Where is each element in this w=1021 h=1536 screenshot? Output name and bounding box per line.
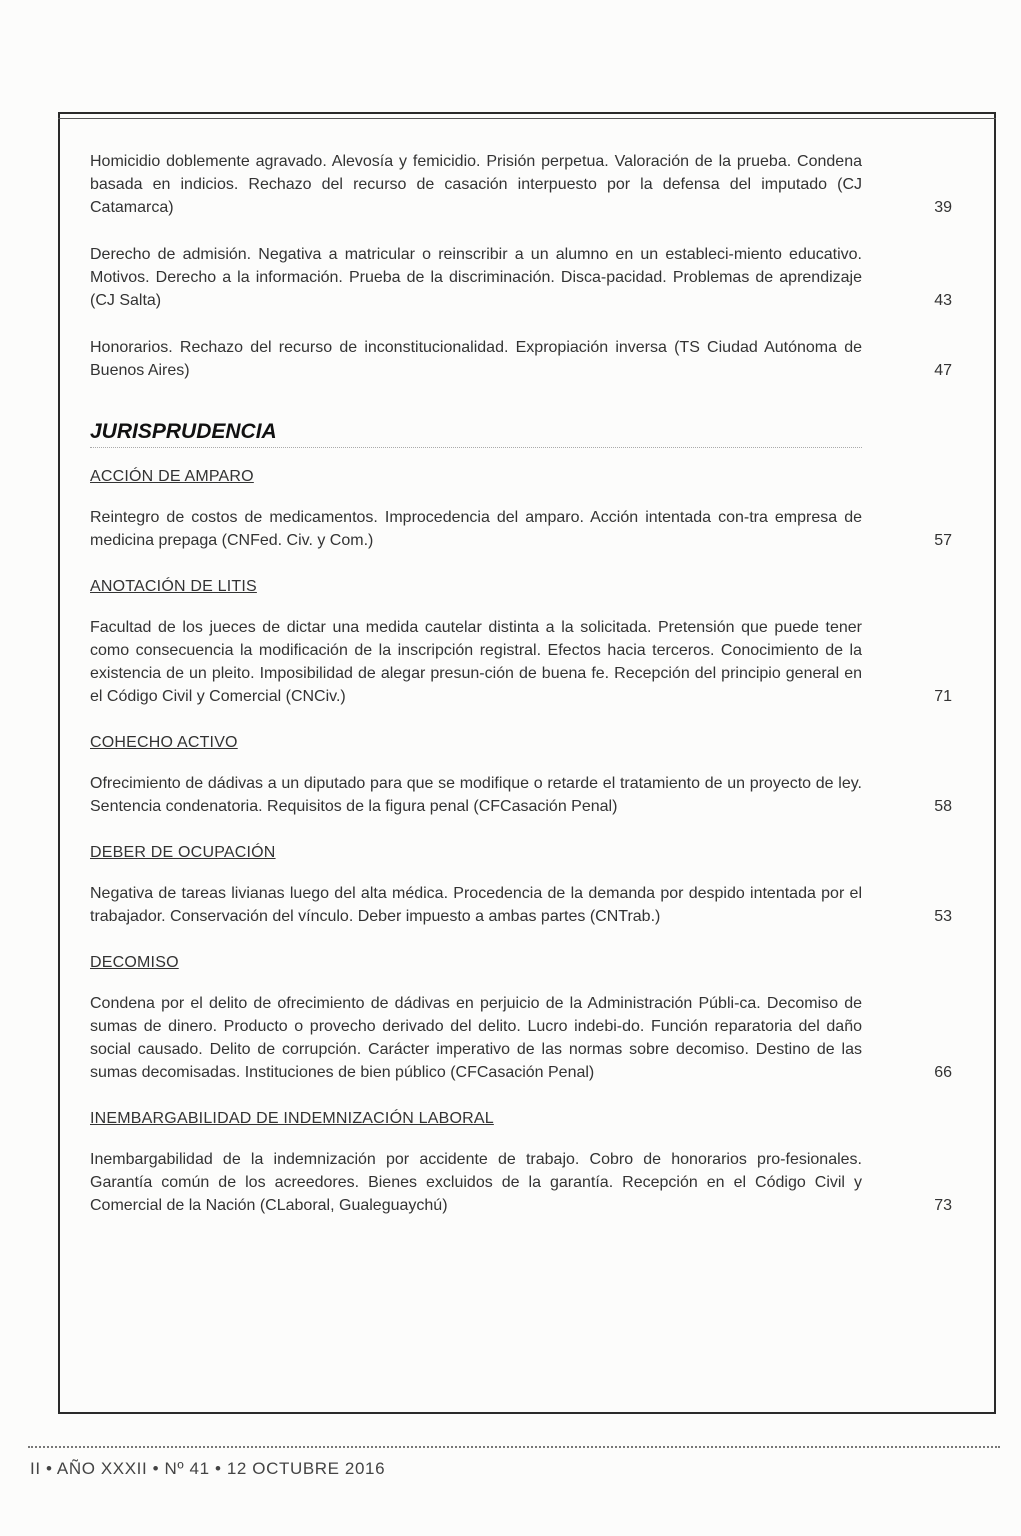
frame-top-rule bbox=[58, 118, 996, 119]
section-title-rule bbox=[90, 447, 862, 448]
entry-page-number: 53 bbox=[934, 908, 952, 925]
entry-page-number: 43 bbox=[934, 292, 952, 309]
entry-text: Honorarios. Rechazo del recurso de inconstitucionalidad. Expropiación inversa (TS Ciudad Autónoma de Buenos Aires) bbox=[90, 339, 862, 379]
topic-heading: COHECHO ACTIVO bbox=[90, 734, 238, 751]
topic-heading: ANOTACIÓN DE LITIS bbox=[90, 578, 257, 595]
entry-text: Derecho de admisión. Negativa a matricular o reinscribir a un alumno en un estableci-miento educativo. Motivos. Derecho a la información. Prueba de la discriminación. Disca-pacidad. Problemas de aprendizaje (CJ Salta) bbox=[90, 246, 862, 309]
entry-text: Ofrecimiento de dádivas a un diputado para que se modifique o retarde el tratamiento de un proyecto de ley. Sentencia condenatoria. Requisitos de la figura penal (CFCasación Penal) bbox=[90, 775, 862, 815]
page-footer: II • AÑO XXXII • Nº 41 • 12 OCTUBRE 2016 bbox=[30, 1459, 386, 1478]
summary-content bbox=[90, 150, 952, 1241]
section-title-text: JURISPRUDENCIA bbox=[90, 420, 277, 443]
entry-page-number: 47 bbox=[934, 362, 952, 379]
summary-entry bbox=[90, 150, 952, 219]
topic-heading: ACCIÓN DE AMPARO bbox=[90, 468, 254, 485]
entry-page-number: 58 bbox=[934, 798, 952, 815]
footer-dotted-rule bbox=[28, 1446, 1000, 1448]
entry-text: Condena por el delito de ofrecimiento de dádivas en perjuicio de la Administración Públi-ca. Decomiso de sumas de dinero. Producto o provecho derivado del delito. Lucro indebi-do. Función reparatoria del daño social causado. Delito de corrupción. Carácter imperativo de las normas sobre decomiso. Destino de las sumas decomisadas. Instituciones de bien público (CFCasación Penal) bbox=[90, 995, 862, 1081]
entry-text: Negativa de tareas livianas luego del alta médica. Procedencia de la demanda por despido intentada por el trabajador. Conservación del vínculo. Deber impuesto a ambas partes (CNTrab.) bbox=[90, 885, 862, 925]
entry-text: Inembargabilidad de la indemnización por accidente de trabajo. Cobro de honorarios pro-fesionales. Garantía común de los acreedores. Bienes excluidos de la garantía. Recepción en el Código Civil y Comercial de la Nación (CLaboral, Gualeguaychú) bbox=[90, 1151, 862, 1214]
topic-heading: DECOMISO bbox=[90, 954, 179, 971]
entry-page-number: 71 bbox=[934, 688, 952, 705]
entry-text: Reintegro de costos de medicamentos. Improcedencia del amparo. Acción intentada con-tra empresa de medicina prepaga (CNFed. Civ. y Com.) bbox=[90, 509, 862, 549]
summary-entry bbox=[90, 506, 952, 552]
summary-entry bbox=[90, 882, 952, 928]
entry-page-number: 66 bbox=[934, 1064, 952, 1081]
section-title bbox=[90, 418, 952, 446]
summary-entry bbox=[90, 1148, 952, 1217]
entry-page-number: 73 bbox=[934, 1197, 952, 1214]
summary-entry bbox=[90, 243, 952, 312]
summary-entry bbox=[90, 616, 952, 708]
topic-heading: INEMBARGABILIDAD DE INDEMNIZACIÓN LABORAL bbox=[90, 1110, 494, 1127]
entry-page-number: 57 bbox=[934, 532, 952, 549]
topic-heading: DEBER DE OCUPACIÓN bbox=[90, 844, 276, 861]
summary-entry bbox=[90, 772, 952, 818]
entry-page-number: 39 bbox=[934, 199, 952, 216]
entry-text: Homicidio doblemente agravado. Alevosía y femicidio. Prisión perpetua. Valoración de la prueba. Condena basada en indicios. Rechazo del recurso de casación interpuesto por la defensa del imputado (CJ Catamarca) bbox=[90, 153, 862, 216]
entry-text: Facultad de los jueces de dictar una medida cautelar distinta a la solicitada. Pretensión que puede tener como consecuencia la modificación de la inscripción registral. Efectos hacia terceros. Conocimiento de la existencia de un pleito. Imposibilidad de alegar presun-ción de buena fe. Recepción del principio general en el Código Civil y Comercial (CNCiv.) bbox=[90, 619, 862, 705]
summary-entry bbox=[90, 992, 952, 1084]
summary-entry bbox=[90, 336, 952, 382]
